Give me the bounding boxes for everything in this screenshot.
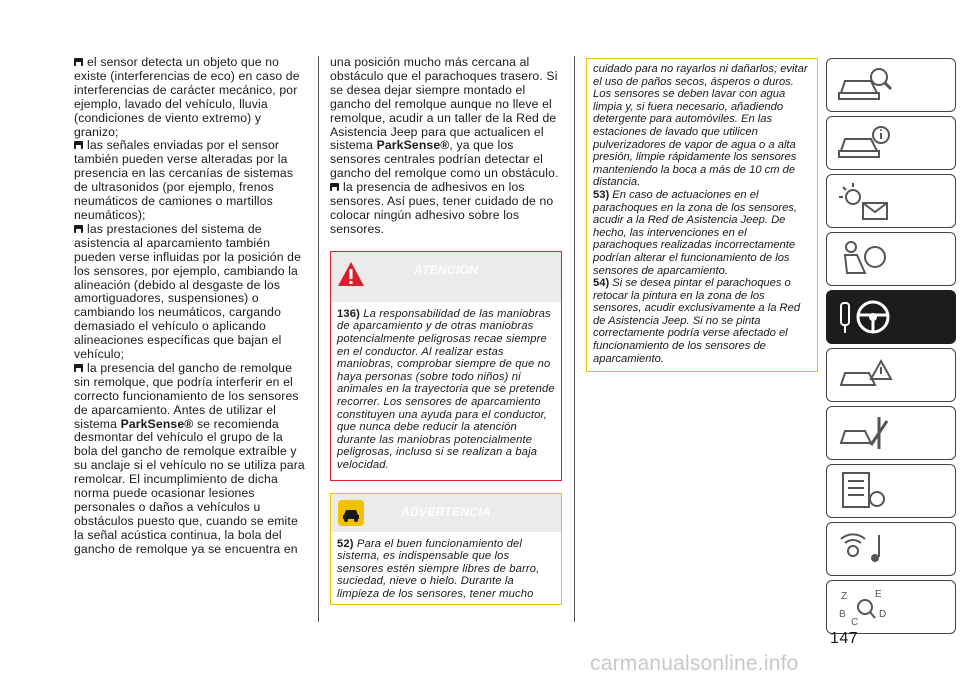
warning-title: ADVERTENCIA xyxy=(401,504,491,519)
key-steering-wheel-icon xyxy=(835,295,895,339)
index-abc-icon xyxy=(835,585,895,629)
bullet-icon xyxy=(330,183,339,191)
tab-car-hazard[interactable] xyxy=(826,348,956,402)
column-divider xyxy=(318,56,319,622)
page-number: 147 xyxy=(830,630,859,647)
brand-parksense: ParkSense® xyxy=(120,416,194,431)
bullet-sensor-position: las prestaciones del sistema de asistencia al aparcamiento también pueden verse influidas por la posición de los sensores, por ejemplo, cambiando la alineación (debido al desgaste de los amortiguadores, suspensiones) o cambiando los neumáticos, cargando demasiado el vehículo o aplicando alineaciones específicas que bajan el vehículo; xyxy=(74,221,302,362)
tab-index[interactable] xyxy=(826,580,956,634)
tab-starting-driving[interactable] xyxy=(826,290,956,344)
svg-text:B: B xyxy=(839,609,846,620)
column-2 xyxy=(330,56,562,605)
bullet-ultrasound: las señales enviadas por el sensor también pueden verse alteradas por la presencia en las cercanías de sistemas de ultrasonidos (por ejemplo, frenos neumáticos de camiones o martillos neumáticos); xyxy=(74,138,294,222)
airbag-person-icon xyxy=(835,237,895,281)
car-tools-icon xyxy=(835,411,895,455)
svg-text:E: E xyxy=(875,589,882,600)
brand-parksense: ParkSense® xyxy=(376,138,450,153)
column-divider xyxy=(574,56,575,622)
maintenance-list-icon xyxy=(835,469,895,513)
warning-continued: cuidado para no rayarlos ni dañarlos; evitar el uso de paños secos, ásperos o duros. Los sensores se deben lavar con agua limpia y, si fuera necesario, añadiendo detergente para automóviles. En las estaciones de lavado que utilicen pulverizadores de vapor de agua o a alta presión, limpie rápidamente los sensores manteniendo la boca a más de 10 cm de distancia. 53) En caso de actuaciones en el parachoques en la zona de los sensores, acudir a la Red de Asistencia Jeep. De hecho, las intervenciones en el parachoques realizadas incorrectamente podrían alterar el funcionamiento de los sensores de aparcamiento. 54) Si se desea pintar el parachoques o retocar la pintura en la zona de los sensores, acudir exclusivamente a la Red de Asistencia Jeep. Si no se pinta correctamente podría verse afectado el funcionamiento de los sensores de aparcamiento. xyxy=(586,58,818,372)
tab-multimedia[interactable] xyxy=(826,522,956,576)
attention-header xyxy=(331,252,561,302)
lights-mail-icon xyxy=(835,179,895,223)
tab-car-search[interactable] xyxy=(826,58,956,112)
attention-text: 136) La responsabilidad de las maniobras de aparcamiento y de otras maniobras potencialmente peligrosas recae siempre en el conductor. Al realizar estas maniobras, comprobar siempre de que no haya personas (sobre todo niños) ni animales en la trayectoria que se pretende recorrer. Los sensores de aparcamiento constituyen una ayuda para el conductor, que nunca debe reducir la atención durante las maniobras potencialmente peligrosas, incluso si se realizan a baja velocidad. xyxy=(337,307,555,471)
bullet-icon xyxy=(74,225,83,233)
svg-text:C: C xyxy=(851,617,859,628)
warning-box xyxy=(330,493,562,606)
column-1 xyxy=(74,56,306,557)
car-info-icon xyxy=(835,121,895,165)
multimedia-icon xyxy=(835,527,895,571)
bullet-echo-interference: el sensor detecta un objeto que no existe (interferencias de eco) en caso de interferencias de carácter mecánico, por ejemplo, lavado del vehículo, lluvia (condiciones de viento extremo) y granizo; xyxy=(74,55,300,139)
tab-lights-mail[interactable] xyxy=(826,174,956,228)
attention-box xyxy=(330,251,562,481)
chapter-tabs xyxy=(826,58,956,638)
tab-maintenance[interactable] xyxy=(826,464,956,518)
attention-title: ATENCIÓN xyxy=(413,262,479,277)
watermark: carmanualsonline.info xyxy=(590,652,799,675)
car-hazard-icon xyxy=(835,353,895,397)
bullet-tow-hook: la presencia del gancho de remolque sin remolque, que podría interferir en el correcto funcionamiento de los sensores de aparcamiento. Antes de utilizar el sistema ParkSense® se recomienda desmontar del vehículo el grupo de la bola del gancho de remolque extraíble y su anclaje si el vehículo no se utiliza para remolcar. El incumplimiento de dicha norma puede ocasionar lesiones personales o daños a vehículos u obstáculos puesto que, cuando se emite la señal acústica continua, la bola del gancho de remolque ya se encuentra en xyxy=(74,360,305,556)
warning-header xyxy=(331,494,561,532)
column-3 xyxy=(586,58,818,372)
bullet-icon xyxy=(74,141,83,149)
tow-hook-continued: una posición mucho más cercana al obstáculo que el parachoques trasero. Si se desea dejar siempre montado el gancho del remolque aunque no lleve el remolque, acudir a un taller de la Red de Asistencia Jeep para que actualicen el sistema ParkSense®, ya que los sensores centrales podrían detectar el gancho del remolque como un obstáculo. xyxy=(330,55,559,181)
warning-text: 52) Para el buen funcionamiento del sistema, es indispensable que los sensores estén siempre libres de barro, suciedad, nieve o hielo. Durante la limpieza de los sensores, tener mucho xyxy=(337,537,540,600)
bullet-adhesives: la presencia de adhesivos en los sensores. Así pues, tener cuidado de no colocar ningún adhesivo sobre los sensores. xyxy=(330,180,554,236)
tab-car-info[interactable] xyxy=(826,116,956,170)
bullet-icon xyxy=(74,364,83,372)
svg-text:D: D xyxy=(879,609,887,620)
tab-car-tools[interactable] xyxy=(826,406,956,460)
svg-text:Z: Z xyxy=(841,591,848,602)
bullet-icon xyxy=(74,58,83,66)
tab-airbag[interactable] xyxy=(826,232,956,286)
car-search-icon xyxy=(835,63,895,107)
